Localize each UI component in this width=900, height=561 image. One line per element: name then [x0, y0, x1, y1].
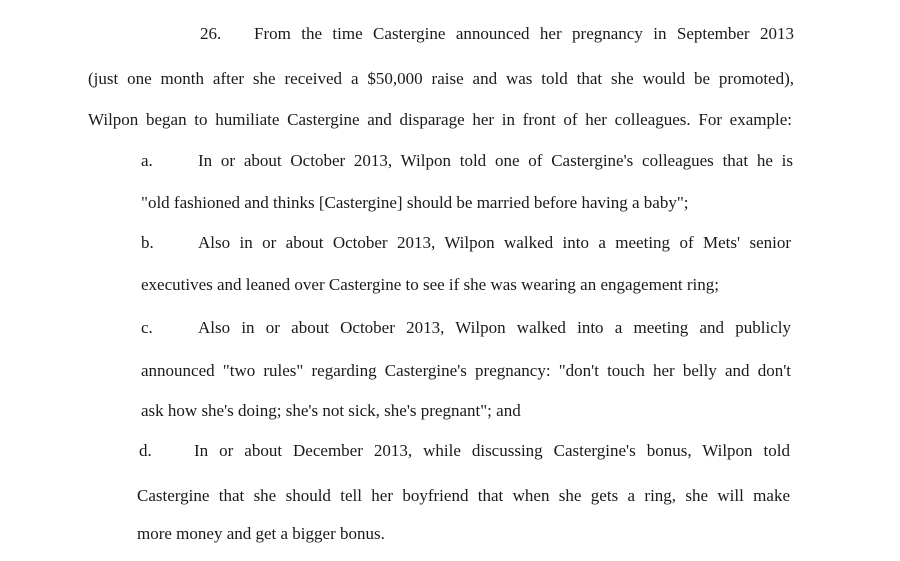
item-line: announced "two rules" regarding Castergine's pregnancy: "don't touch her belly and don't: [141, 361, 791, 380]
item-line: more money and get a bigger bonus.: [137, 524, 385, 543]
item-marker: d.: [139, 441, 152, 460]
item-line: In or about October 2013, Wilpon told one of Castergine's colleagues that he is: [198, 151, 793, 170]
paragraph-number: 26.: [200, 24, 222, 43]
paragraph-line: Wilpon began to humiliate Castergine and disparage her in front of her colleagues. For example:: [88, 110, 792, 129]
item-line: Also in or about October 2013, Wilpon walked into a meeting and publicly: [198, 318, 791, 337]
paragraph-line: From the time Castergine announced her pregnancy in September 2013: [254, 24, 794, 43]
item-marker: b.: [141, 233, 154, 252]
item-marker: c.: [141, 318, 153, 337]
item-line: "old fashioned and thinks [Castergine] should be married before having a baby";: [141, 193, 689, 212]
item-line: executives and leaned over Castergine to see if she was wearing an engagement ring;: [141, 275, 719, 294]
item-line: ask how she's doing; she's not sick, she's pregnant"; and: [141, 401, 521, 420]
item-line: Also in or about October 2013, Wilpon walked into a meeting of Mets' senior: [198, 233, 791, 252]
item-line: In or about December 2013, while discussing Castergine's bonus, Wilpon told: [194, 441, 790, 460]
paragraph-line: (just one month after she received a $50,000 raise and was told that she would be promoted),: [88, 69, 794, 88]
item-line: Castergine that she should tell her boyfriend that when she gets a ring, she will make: [137, 486, 790, 505]
item-marker: a.: [141, 151, 153, 170]
